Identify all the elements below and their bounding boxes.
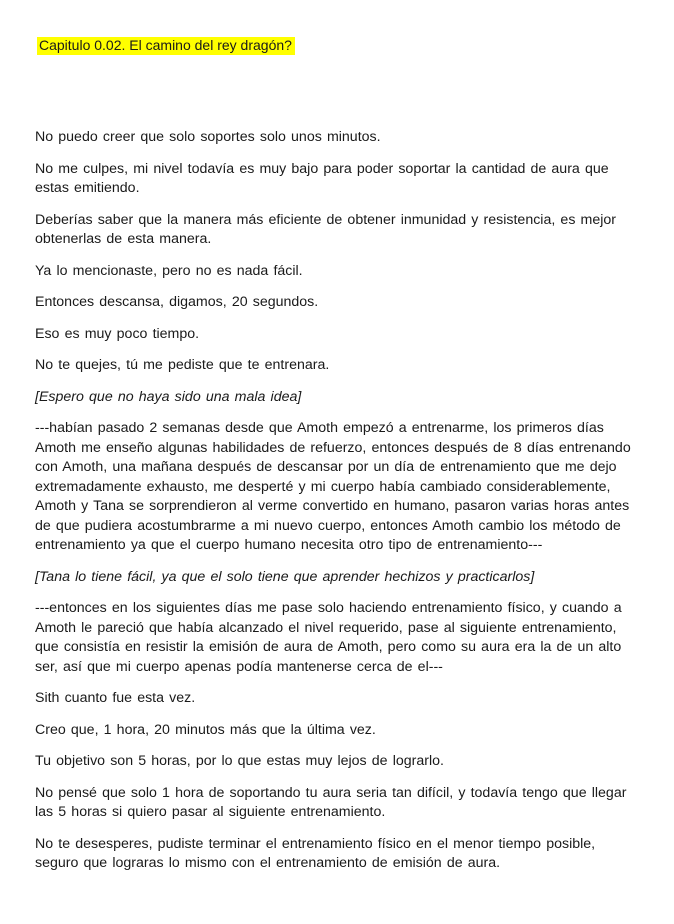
paragraph: No me culpes, mi nivel todavía es muy bajo para poder soportar la cantidad de aura que estas emitiendo.: [35, 160, 609, 196]
narration-paragraph: ---habían pasado 2 semanas desde que Amoth empezó a entrenarme, los primeros días Amoth me enseño algunas habilidades de refuerzo, entonces después de 8 días entrenando con Amoth, una mañana después de descansar por un día de entrenamiento que me dejo extremadamente exhausto, me desperté y mi cuerpo había cambiado considerablemente, Amoth y Tana se sorprendieron al verme convertido en humano, pasaron varias horas antes de que pudiera acostumbrarme a mi nuevo cuerpo, entonces Amoth cambio los método de entrenamiento ya que el cuerpo humano necesita otro tipo de entrenamiento---: [35, 420, 631, 553]
paragraph: No te desesperes, pudiste terminar el entrenamiento físico en el menor tiempo posible, seguro que lograras lo mismo con el entrenamiento de emisión de aura.: [35, 835, 596, 871]
italic-thought: [Tana lo tiene fácil, ya que el solo tiene que aprender hechizos y practicarlos]: [35, 568, 535, 585]
paragraph: Ya lo mencionaste, pero no es nada fácil.: [35, 262, 303, 279]
paragraph: Eso es muy poco tiempo.: [35, 325, 200, 342]
body-text: [35, 128, 635, 886]
paragraph: Tu objetivo son 5 horas, por lo que estas muy lejos de lograrlo.: [35, 753, 444, 769]
chapter-title: Capitulo 0.02. El camino del rey dragón?: [37, 37, 295, 55]
narration-paragraph: ---entonces en los siguientes días me pase solo haciendo entrenamiento físico, y cuando a Amoth le pareció que había alcanzado el nivel requerido, pase al siguiente entrenamiento, que consistía en resistir la emisión de aura de Amoth, pero como su aura era la de un alto ser, así que mi cuerpo apenas podía mantenerse cerca de el---: [35, 600, 622, 675]
paragraph: Entonces descansa, digamos, 20 segundos.: [35, 294, 319, 310]
paragraph: Sith cuanto fue esta vez.: [35, 690, 196, 706]
paragraph: No pensé que solo 1 hora de soportando tu aura seria tan difícil, y todavía tengo que llegar las 5 horas si quiero pasar al siguiente entrenamiento.: [35, 784, 627, 820]
paragraph: Deberías saber que la manera más eficiente de obtener inmunidad y resistencia, es mejor obtenerlas de esta manera.: [35, 211, 617, 247]
italic-thought: [Espero que no haya sido una mala idea]: [35, 388, 302, 405]
paragraph: No te quejes, tú me pediste que te entrenara.: [35, 357, 330, 373]
paragraph: Creo que, 1 hora, 20 minutos más que la última vez.: [35, 721, 376, 738]
paragraph: No puedo creer que solo soportes solo unos minutos.: [35, 129, 381, 145]
